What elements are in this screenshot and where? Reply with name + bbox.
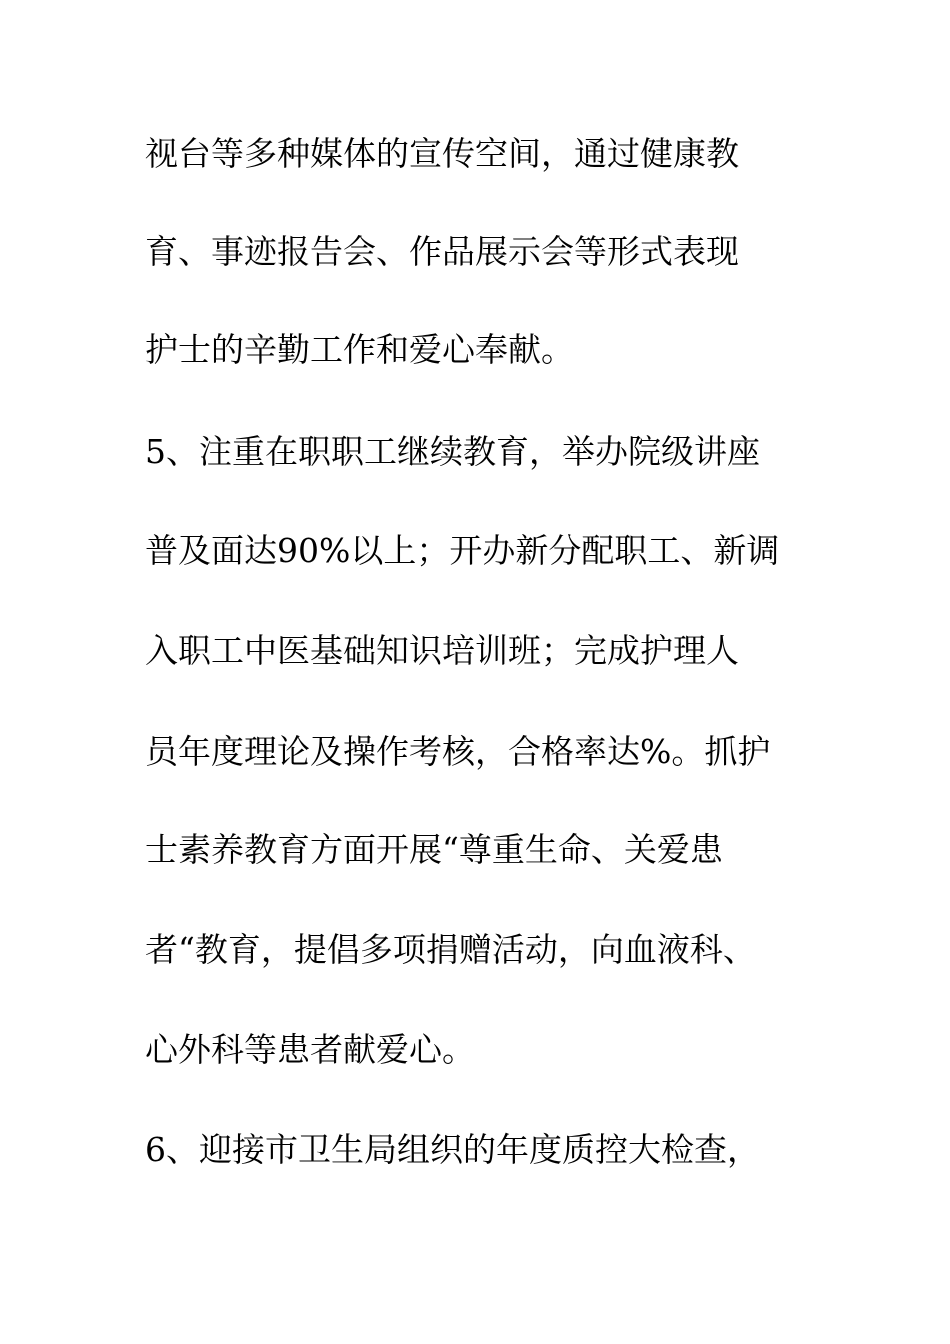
paragraph-line: 员年度理论及操作考核，合格率达%。抓护: [145, 732, 771, 771]
paragraph-line: 视台等多种媒体的宣传空间，通过健康教: [145, 134, 739, 173]
paragraph-line: 士素养教育方面开展“尊重生命、关爱患: [145, 830, 723, 869]
paragraph-line: 5、注重在职职工继续教育，举办院级讲座: [145, 432, 760, 471]
paragraph-line: 护士的辛勤工作和爱心奉献。: [145, 330, 574, 369]
paragraph-line: 普及面达90%以上；开办新分配职工、新调: [145, 531, 780, 570]
paragraph-line: 入职工中医基础知识培训班；完成护理人: [145, 631, 739, 670]
paragraph-line: 者“教育，提倡多项捐赠活动，向血液科、: [145, 930, 756, 969]
paragraph-line: 育、事迹报告会、作品展示会等形式表现: [145, 232, 739, 271]
paragraph-line: 6、迎接市卫生局组织的年度质控大检查，: [145, 1130, 760, 1169]
paragraph-line: 心外科等患者献爱心。: [145, 1030, 475, 1069]
